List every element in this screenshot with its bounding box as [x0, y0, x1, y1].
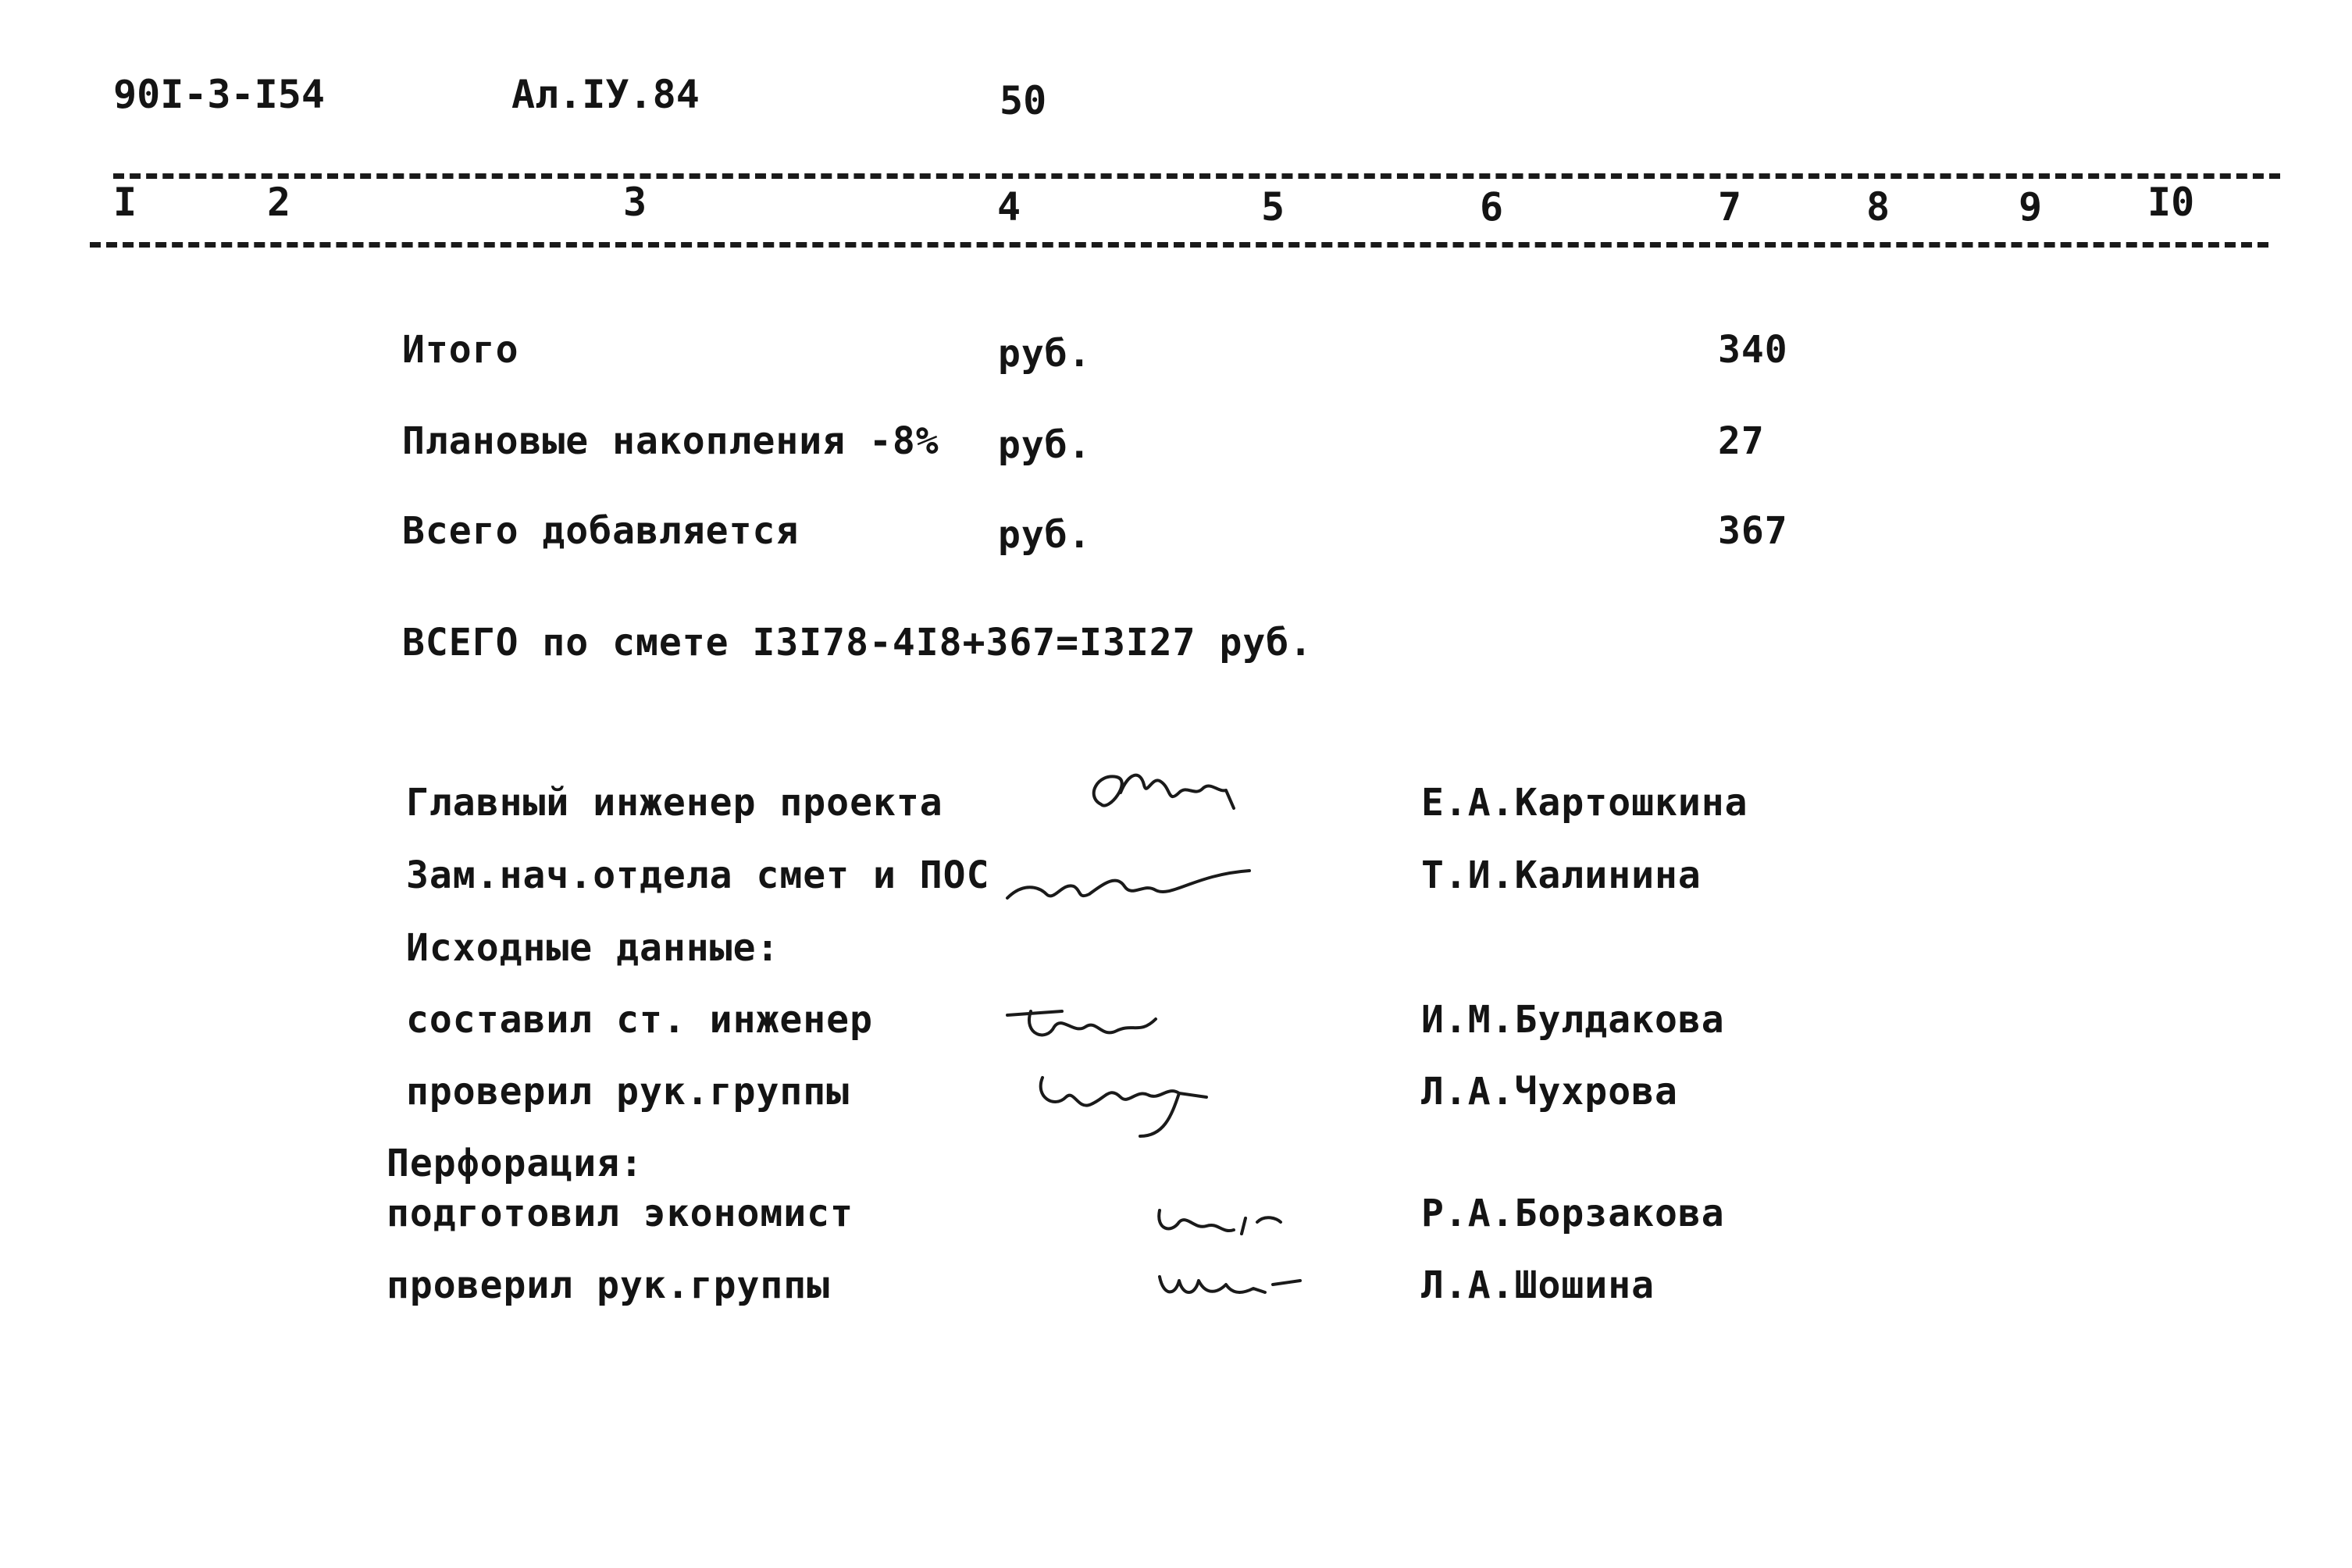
column-number-3: 3: [623, 180, 647, 225]
signature-scribble-3: [1000, 992, 1179, 1062]
album-number: Ал.IУ.84: [511, 72, 700, 117]
role-checked-group-lead-2: проверил рук.группы: [387, 1263, 831, 1307]
top-dashed-rule: [113, 173, 2280, 179]
signature-scribble-6: [1148, 1253, 1312, 1316]
totals-row-label: Итого: [402, 328, 519, 372]
total-added-label: Всего добавляется: [402, 509, 800, 553]
signature-scribble-2: [1000, 851, 1257, 921]
column-number-4: 4: [997, 184, 1021, 230]
signature-scribble-4: [1031, 1062, 1234, 1148]
role-checked-group-lead: проверил рук.группы: [406, 1070, 850, 1114]
column-number-1: I: [113, 180, 137, 225]
totals-row-value: 340: [1718, 328, 1788, 372]
document-code: 90I-3-I54: [113, 72, 325, 117]
role-compiled-engineer: составил ст. инженер: [406, 998, 873, 1042]
name-checked-group-lead-2: Л.А.Шошина: [1421, 1263, 1655, 1307]
totals-row-unit: руб.: [998, 332, 1092, 376]
column-number-9: 9: [2019, 184, 2043, 230]
column-number-2: 2: [267, 180, 291, 225]
source-data-heading: Исходные данные:: [406, 926, 780, 970]
planned-savings-value: 27: [1718, 419, 1765, 463]
signature-scribble-1: [1078, 750, 1265, 836]
planned-savings-unit: руб.: [998, 423, 1092, 467]
name-checked-group-lead: Л.А.Чухрова: [1421, 1070, 1678, 1114]
grand-total: ВСЕГО по смете I3I78-4I8+367=I3I27 руб.: [402, 621, 1313, 665]
perforation-heading: Перфорация:: [387, 1142, 643, 1185]
name-deputy-head: Т.И.Калинина: [1421, 853, 1702, 897]
column-number-8: 8: [1866, 184, 1891, 230]
role-deputy-head: Зам.нач.отдела смет и ПОС: [406, 853, 990, 897]
signature-scribble-5: [1148, 1187, 1304, 1257]
total-added-value: 367: [1718, 509, 1788, 553]
column-number-6: 6: [1480, 184, 1504, 230]
name-compiled-engineer: И.М.Булдакова: [1421, 998, 1725, 1042]
planned-savings-label: Плановые накопления -8%: [402, 419, 939, 463]
name-prepared-economist: Р.А.Борзакова: [1421, 1192, 1725, 1235]
column-number-10: I0: [2147, 180, 2195, 225]
page-number: 50: [1000, 78, 1047, 123]
total-added-unit: руб.: [998, 513, 1092, 557]
column-number-5: 5: [1261, 184, 1285, 230]
bottom-dashed-rule: [90, 242, 2268, 248]
column-number-7: 7: [1718, 184, 1742, 230]
name-chief-engineer: Е.А.Картошкина: [1421, 781, 1748, 825]
role-prepared-economist: подготовил экономист: [387, 1192, 853, 1235]
role-chief-engineer: Главный инженер проекта: [406, 781, 943, 825]
